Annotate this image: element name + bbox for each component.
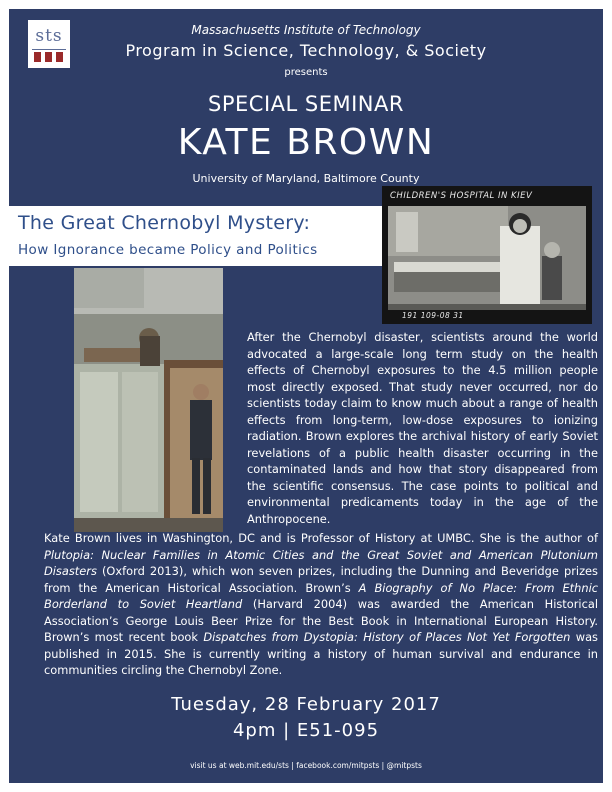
talk-subtitle: How Ignorance became Policy and Politics [18, 242, 318, 258]
talk-title: The Great Chernobyl Mystery: [18, 212, 311, 234]
presents-label: presents [284, 67, 328, 78]
logo-text: sts [35, 26, 63, 46]
bio-text: (Harvard 2004) was awarded the American Historical Association’s George Louis Beer Prize for the Best Book in International European History. Brown’s most recent book [44, 597, 598, 644]
book-title: A Biography of No Place: From Ethnic Borderland to Soviet Heartland [44, 580, 598, 611]
hospital-photo-image [382, 186, 592, 324]
event-time-location: 4pm | E51-095 [232, 720, 380, 741]
bio-text: was published in 2015. She is currently writing a history of human survival and endurance in communities circling the Chernobyl Zone. [44, 630, 598, 677]
event-date: Tuesday, 28 February 2017 [171, 694, 441, 715]
bio-text: Kate Brown lives in Washington, DC and is Professor of History at UMBC. She is the author of [44, 531, 598, 545]
zone-photo-image [74, 268, 223, 532]
photo-number: 191 109-08 31 [402, 311, 464, 320]
speaker-bio [44, 530, 598, 679]
institution-name: Massachusetts Institute of Technology [191, 23, 421, 37]
bio-text: (Oxford 2013), which won seven prizes, including the Dunning and Beveridge prizes from the American Historical Association. Brown’s [44, 564, 598, 595]
program-name: Program in Science, Technology, & Society [125, 41, 487, 60]
abstract-text: After the Chernobyl disaster, scientists around the world advocated a large-scale long term study on the health effects of Chernobyl exposures to the 4.5 million people most directly exposed. That study never occurred, nor do scientists today claim to know much about a range of health effects from long-term, low-dose exposures to ionizing radiation. Brown explores the archival history of early Soviet revelations of a public health disaster occurring in the contaminated lands and how that story disappeared from the scientific consensus. The case points to political and environmental predicaments today in the age of the Anthropocene. [247, 330, 598, 526]
speaker-affiliation: University of Maryland, Baltimore County [192, 172, 420, 185]
book-title: Dispatches from Dystopia: History of Places Not Yet Forgotten [203, 630, 571, 644]
hospital-photo [382, 186, 592, 324]
seminar-label: SPECIAL SEMINAR [208, 92, 404, 116]
photo-caption: CHILDREN'S HOSPITAL IN KIEV [390, 191, 533, 201]
zone-photo [74, 268, 223, 532]
speaker-name: KATE BROWN [177, 122, 435, 163]
book-title: Plutopia: Nuclear Families in Atomic Cities and the Great Soviet and American Plutonium Disasters [44, 547, 598, 578]
footer-links: visit us at web.mit.edu/sts | facebook.com/mitpsts | @mitpsts [190, 761, 422, 770]
